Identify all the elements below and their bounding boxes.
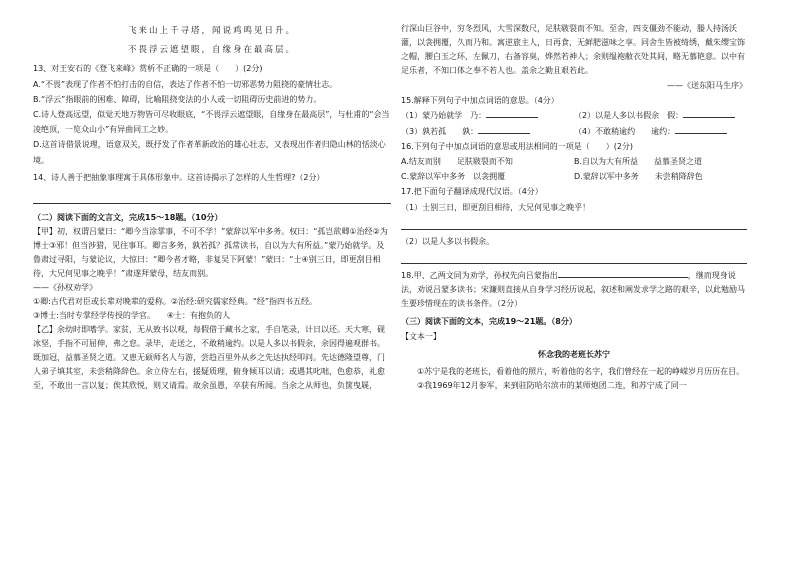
q17-sentence-2: （2）以是人多以书假余。 — [401, 236, 495, 246]
q13-option-d: D.这首诗借景说理，语意双关，既抒发了作者革新政治的雄心壮志，又表现出作者归隐山林的恬淡心境。 — [33, 140, 386, 165]
q15-blank-3[interactable] — [478, 124, 530, 134]
poem-line-1: 飞来山上千寻塔，闻说鸡鸣见日升。 — [127, 26, 296, 36]
q15-item-4: （4）不敢稍逾约 逾约： — [574, 124, 747, 139]
article-paragraph-1: ①苏宁是我的老班长，看着他的照片，听着他的名字，我们曾经在一起的峥嵘岁月历历在目。 — [417, 367, 745, 377]
passage-yi-source: ——《送东阳马生序》 — [667, 81, 747, 90]
q15-blank-4[interactable] — [675, 124, 727, 134]
passage-jia-source: ——《孙权劝学》 — [33, 283, 97, 293]
article-paragraph-2: ②我1969年12月参军，来到驻防哈尔滨市的某师炮团二连，和苏宁成了同一 — [417, 381, 687, 391]
section-3-heading: （三）阅读下面的文本，完成19～21题。（8分） — [401, 316, 577, 326]
question-14: 14、诗人善于把抽象事理寓于具体形象中。这首诗揭示了怎样的人生哲理?（2分） — [33, 172, 325, 182]
footnote-2: ③博士:当时专掌经学传授的学官。 ④士：有抱负的人 — [33, 311, 231, 321]
passage-jia: 【甲】初，权谓吕蒙曰：“卿今当涂掌事，不可不学！”蒙辞以军中多务。权曰：“孤岂欲卿①治经②为博士③邪！但当涉猎，见往事耳。卿言多务，孰若孤？孤常读书，自以为大有所益。”蒙乃始就学。及鲁肃过寻阳，与蒙论议，大惊曰：“卿今者才略，非复吴下阿蒙！”蒙曰：“士④别三日，即更刮目相待，大兄何见事之晚乎！”肃遂拜蒙母，结友而别。 — [33, 227, 388, 279]
q15-item-2: （2）以是人多以书假余 假： — [574, 108, 747, 123]
q17-answer-line-2[interactable] — [401, 251, 747, 264]
q16-option-b: B.自以为大有所益 益慕圣贤之道 — [574, 156, 703, 166]
q16-options — [401, 154, 747, 184]
question-15: 15.解释下列句子中加点词语的意思。（4分） — [401, 96, 559, 106]
left-column — [33, 22, 391, 393]
q16-option-a: A.结友而别 足肤皲裂而不知 — [401, 156, 513, 166]
text-1-label: 【文本一】 — [401, 332, 441, 342]
poem-line-2: 不畏浮云遮望眼，自缘身在最高层。 — [127, 44, 296, 55]
question-16: 16.下列句子中加点词语的意思或用法相同的一项是（ ）(2分) — [401, 141, 634, 151]
q16-option-d: D.蒙辞以军中多务 未尝稍降辞色 — [574, 172, 703, 182]
q17-answer-line-1[interactable] — [401, 217, 747, 230]
right-column — [401, 22, 747, 393]
q15-blank-1[interactable] — [486, 108, 538, 118]
article-title: 怀念我的老班长苏宁 — [538, 350, 610, 360]
q15-items — [401, 108, 747, 138]
section-2-heading: （二）阅读下面的文言文，完成15～18题。（10分） — [33, 212, 223, 222]
q13-option-c: C.诗人登高远望，似觉天地万物皆可尽收眼底，“不畏浮云遮望眼，自缘身在最高层”，与杜甫的“会当凌绝顶，一览众山小”有异曲同工之妙。 — [33, 109, 390, 135]
footnote-1: ①卿:古代君对臣或长辈对晚辈的爱称。②治经:研究儒家经典。“经”指四书五经。 — [33, 297, 318, 307]
q15-item-3: （3）孰若孤 孰： — [401, 124, 574, 139]
question-18: 18.甲、乙两文同为劝学，孙权先向吕蒙指出 ，继而现身说法，劝说吕蒙多读书；宋濂则直接从自身学习经历说起，叙述和阐发求学之路的艰辛，以此勉励马生要珍惜现在的读书条件。（2分） — [401, 268, 747, 311]
q18-blank[interactable] — [558, 268, 688, 278]
q15-item-1: （1）蒙乃始就学 乃： — [401, 108, 574, 123]
q17-sentence-1: （1）士别三日，即更刮目相待，大兄何见事之晚乎！ — [401, 202, 591, 212]
passage-yi-continued: 行深山巨谷中，穷冬烈风，大雪深数尺，足肤皲裂而不知。至舍，四支僵劲不能动，媵人持汤沃灌，以衾拥覆，久而乃和。寓逆旅主人，日再食，无鲜肥滋味之享。同舍生皆被绮绣，戴朱缨宝饰之帽，腰白玉之环，左佩刀，右备容臭，烨然若神人；余则缊袍敝衣处其间，略无慕艳意。以中有足乐者，不知口体之奉不若人也。盖余之勤且艰若此。 — [401, 24, 745, 75]
q13-option-a: A.“不畏”表现了作者不怕打击的自信，表达了作者不怕一切邪恶势力阻挠的豪情壮志。 — [33, 79, 338, 89]
q13-option-b: B.“浮云”指眼前的困难、障碍，比喻阻挠变法的小人或一切阻碍历史前进的势力。 — [33, 94, 322, 104]
q16-option-c: C.蒙辞以军中多务 以衾拥覆 — [401, 172, 506, 182]
question-13: 13、对王安石的《登飞来峰》赏析不正确的一项是（ ）(2分) — [33, 64, 263, 74]
question-17: 17.把下面句子翻译成现代汉语。（4分） — [401, 187, 543, 197]
passage-yi: 【乙】余幼时即嗜学。家贫，无从致书以观，每假借于藏书之家，手自笔录，计日以还。天大寒，砚冰坚，手指不可屈伸，弗之怠。录毕，走送之，不敢稍逾约。以是人多以书假余，余因得遍观群书。既加冠，益慕圣贤之道。又患无硕师名人与游，尝趋百里外从乡之先达执经叩问。先达德隆望尊，门人弟子填其室，未尝稍降辞色。余立侍左右，援疑质理，俯身倾耳以请；或遇其叱咄，色愈恭，礼愈至，不敢出一言以复；俟其欣悦，则又请焉。故余虽愚，卒获有所闻。当余之从师也，负箧曳屣， — [33, 325, 385, 391]
q14-answer-line[interactable] — [33, 189, 391, 204]
q15-blank-2[interactable] — [683, 108, 735, 118]
